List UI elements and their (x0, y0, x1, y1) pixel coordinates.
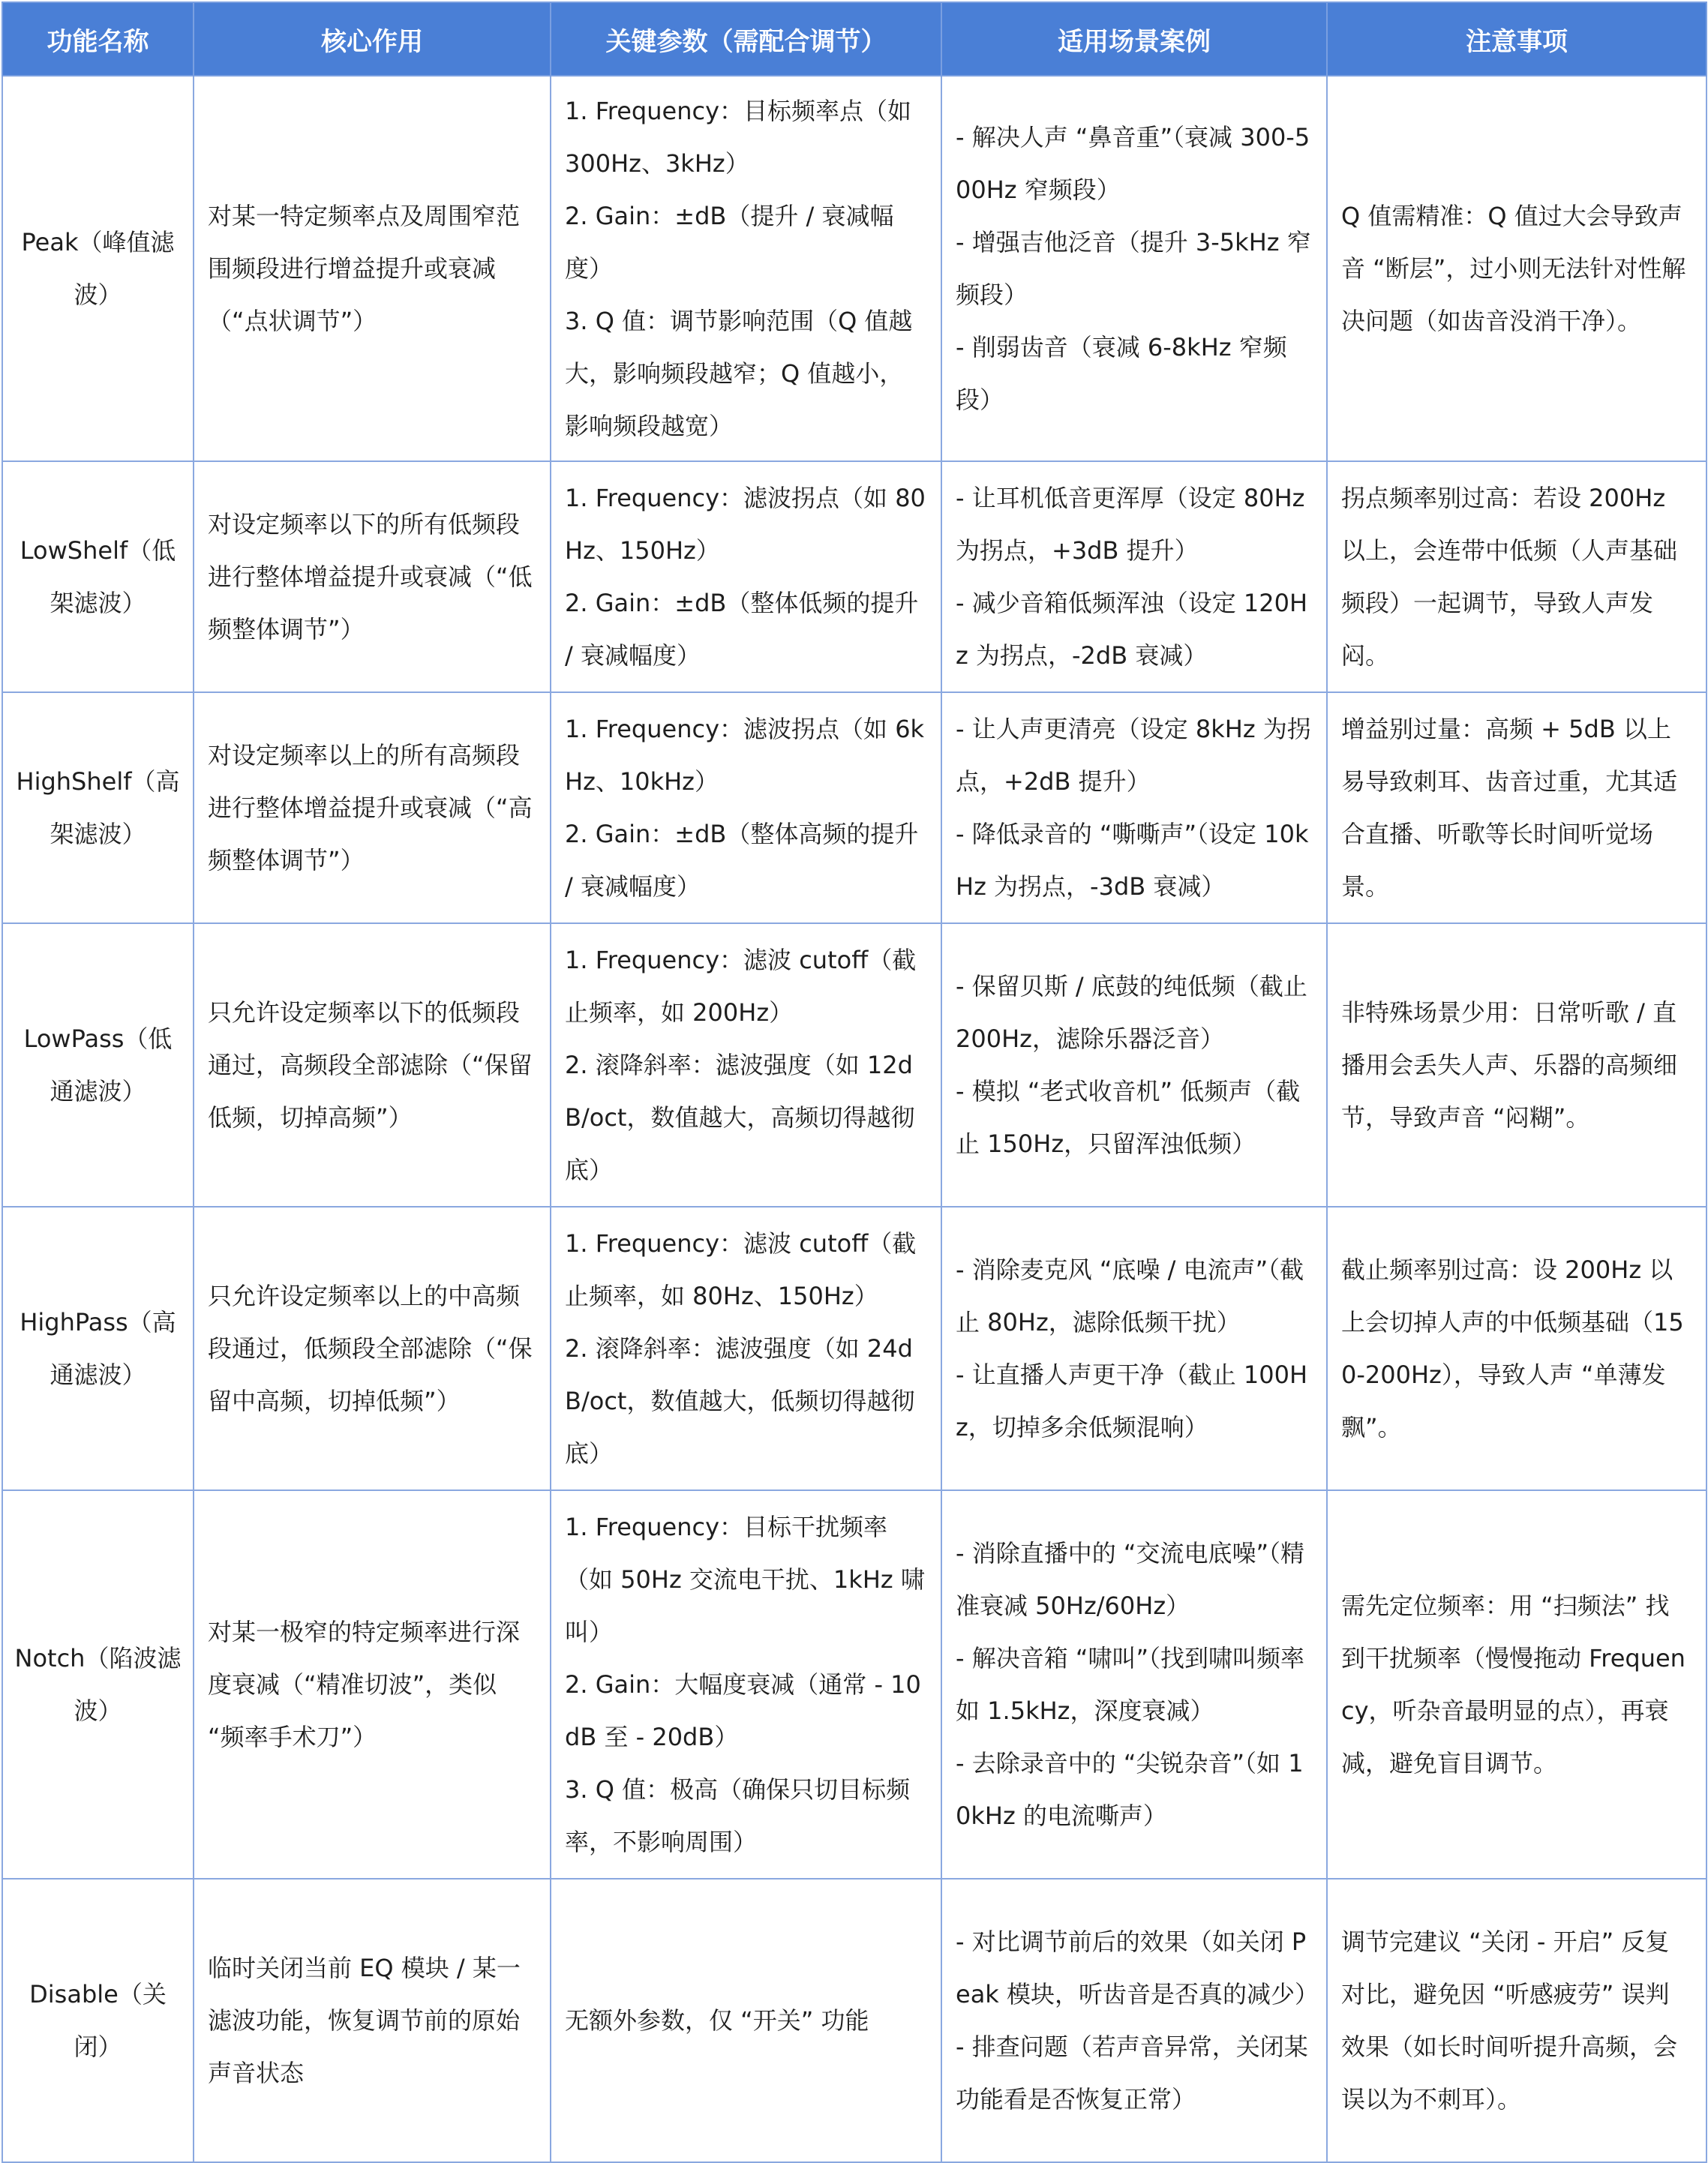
core-role-cell: 对设定频率以下的所有低频段进行整体增益提升或衰减（“低频整体调节”） (194, 461, 551, 692)
param-line: 3. Q 值：极高（确保只切目标频率，不影响周围） (565, 1775, 911, 1856)
function-name-cell: LowPass（低通滤波） (2, 923, 194, 1207)
core-role-cell: 只允许设定频率以上的中高频段通过，低频段全部滤除（“保留中高频，切掉低频”） (194, 1207, 551, 1490)
param-line: 1. Frequency：目标频率点（如 300Hz、3kHz） (565, 97, 912, 178)
key-params-cell (551, 1490, 941, 1879)
key-params-cell (551, 923, 941, 1207)
notes-cell: 拐点频率别过高：若设 200Hz 以上，会连带中低频（人声基础频段）一起调节，导致人声发闷。 (1327, 461, 1706, 692)
case-line: - 解决音箱 “啸叫”（找到啸叫频率如 1.5kHz，深度衰减） (956, 1644, 1305, 1725)
function-name-cell: LowShelf（低架滤波） (2, 461, 194, 692)
table-row (2, 76, 1706, 461)
case-line: - 保留贝斯 / 底鼓的纯低频（截止 200Hz，滤除乐器泛音） (956, 972, 1307, 1053)
case-line: - 去除录音中的 “尖锐杂音”（如 10kHz 的电流嘶声） (956, 1749, 1304, 1830)
case-line: - 排查问题（若声音异常，关闭某功能看是否恢复正常） (956, 2032, 1308, 2114)
use-cases-cell (941, 76, 1327, 461)
key-params-cell (551, 76, 941, 461)
case-line: - 模拟 “老式收音机” 低频声（截止 150Hz，只留浑浊低频） (956, 1077, 1301, 1158)
param-line: 2. 滚降斜率：滤波强度（如 12dB/oct，数值越大，高频切得越彻底） (565, 1051, 915, 1184)
notes-cell: Q 值需精准：Q 值过大会导致声音 “断层”，过小则无法针对性解决问题（如齿音没消干净）。 (1327, 76, 1706, 461)
param-line: 1. Frequency：滤波拐点（如 6kHz、10kHz） (565, 715, 925, 796)
case-line: - 增强吉他泛音（提升 3-5kHz 窄频段） (956, 228, 1311, 309)
param-line: 无额外参数，仅 “开关” 功能 (565, 2006, 869, 2035)
key-params-cell (551, 461, 941, 692)
case-line: - 消除直播中的 “交流电底噪”（精准衰减 50Hz/60Hz） (956, 1539, 1305, 1620)
table-row (2, 1879, 1706, 2162)
use-cases-cell (941, 461, 1327, 692)
function-name-cell: Peak（峰值滤波） (2, 76, 194, 461)
use-cases-cell (941, 1207, 1327, 1490)
case-line: - 解决人声 “鼻音重”（衰减 300-500Hz 窄频段） (956, 123, 1310, 204)
key-params-cell (551, 1879, 941, 2162)
notes-cell: 调节完建议 “关闭 - 开启” 反复对比，避免因 “听感疲劳” 误判效果（如长时间听提升高频，会误以为不刺耳）。 (1327, 1879, 1706, 2162)
case-line: - 让直播人声更干净（截止 100Hz，切掉多余低频混响） (956, 1360, 1308, 1442)
param-line: 2. Gain：±dB（整体高频的提升 / 衰减幅度） (565, 820, 919, 901)
header-function-name: 功能名称 (2, 2, 194, 76)
param-line: 2. Gain：±dB（整体低频的提升 / 衰减幅度） (565, 589, 919, 670)
case-line: - 减少音箱低频浑浊（设定 120Hz 为拐点，-2dB 衰减） (956, 589, 1308, 670)
header-key-params: 关键参数（需配合调节） (551, 2, 941, 76)
case-line: - 消除麦克风 “底噪 / 电流声”（截止 80Hz，滤除低频干扰） (956, 1256, 1304, 1336)
function-name-cell: HighPass（高通滤波） (2, 1207, 194, 1490)
table-row (2, 461, 1706, 692)
use-cases-cell (941, 923, 1327, 1207)
eq-filter-table-container (2, 2, 1706, 2163)
param-line: 1. Frequency：目标干扰频率（如 50Hz 交流电干扰、1kHz 啸叫） (565, 1513, 925, 1646)
eq-filter-table (2, 2, 1707, 2163)
key-params-cell (551, 1207, 941, 1490)
function-name-cell: Notch（陷波滤波） (2, 1490, 194, 1879)
case-line: - 削弱齿音（衰减 6-8kHz 窄频段） (956, 333, 1287, 414)
function-name-cell: Disable（关闭） (2, 1879, 194, 2162)
param-line: 1. Frequency：滤波 cutoff（截止频率，如 80Hz、150Hz） (565, 1229, 917, 1310)
core-role-cell: 只允许设定频率以下的低频段通过，高频段全部滤除（“保留低频，切掉高频”） (194, 923, 551, 1207)
param-line: 2. 滚降斜率：滤波强度（如 24dB/oct，数值越大，低频切得越彻底） (565, 1334, 915, 1468)
core-role-cell: 对设定频率以上的所有高频段进行整体增益提升或衰减（“高频整体调节”） (194, 692, 551, 923)
notes-cell: 需先定位频率：用 “扫频法” 找到干扰频率（慢慢拖动 Frequency，听杂音最明显的点），再衰减，避免盲目调节。 (1327, 1490, 1706, 1879)
case-line: - 让耳机低音更浑厚（设定 80Hz 为拐点，+3dB 提升） (956, 484, 1305, 565)
core-role-cell: 对某一极窄的特定频率进行深度衰减（“精准切波”，类似 “频率手术刀”） (194, 1490, 551, 1879)
case-line: - 让人声更清亮（设定 8kHz 为拐点，+2dB 提升） (956, 715, 1311, 796)
table-row (2, 923, 1706, 1207)
notes-cell: 截止频率别过高：设 200Hz 以上会切掉人声的中低频基础（150-200Hz），导致人声 “单薄发飘”。 (1327, 1207, 1706, 1490)
table-row (2, 1207, 1706, 1490)
header-notes: 注意事项 (1327, 2, 1706, 76)
case-line: - 降低录音的 “嘶嘶声”（设定 10kHz 为拐点，-3dB 衰减） (956, 820, 1309, 901)
header-use-cases: 适用场景案例 (941, 2, 1327, 76)
header-row (2, 2, 1706, 76)
key-params-cell (551, 692, 941, 923)
table-row (2, 1490, 1706, 1879)
param-line: 2. Gain：±dB（提升 / 衰减幅度） (565, 202, 894, 283)
param-line: 1. Frequency：滤波拐点（如 80Hz、150Hz） (565, 484, 926, 565)
use-cases-cell (941, 1879, 1327, 2162)
use-cases-cell (941, 1490, 1327, 1879)
use-cases-cell (941, 692, 1327, 923)
param-line: 2. Gain：大幅度衰减（通常 - 10dB 至 - 20dB） (565, 1670, 921, 1751)
core-role-cell: 临时关闭当前 EQ 模块 / 某一滤波功能，恢复调节前的原始声音状态 (194, 1879, 551, 2162)
core-role-cell: 对某一特定频率点及周围窄范围频段进行增益提升或衰减（“点状调节”） (194, 76, 551, 461)
header-core-role: 核心作用 (194, 2, 551, 76)
function-name-cell: HighShelf（高架滤波） (2, 692, 194, 923)
param-line: 1. Frequency：滤波 cutoff（截止频率，如 200Hz） (565, 946, 917, 1027)
param-line: 3. Q 值：调节影响范围（Q 值越大，影响频段越窄；Q 值越小，影响频段越宽） (565, 307, 913, 440)
notes-cell: 增益别过量：高频 + 5dB 以上易导致刺耳、齿音过重，尤其适合直播、听歌等长时间听觉场景。 (1327, 692, 1706, 923)
notes-cell: 非特殊场景少用：日常听歌 / 直播用会丢失人声、乐器的高频细节，导致声音 “闷糊”。 (1327, 923, 1706, 1207)
table-row (2, 692, 1706, 923)
case-line: - 对比调节前后的效果（如关闭 Peak 模块，听齿音是否真的减少） (956, 1928, 1319, 2008)
